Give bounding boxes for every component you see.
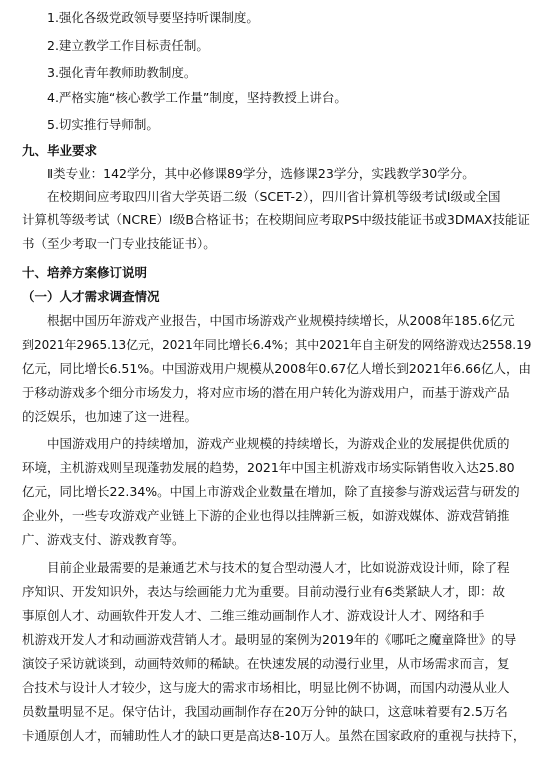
- paragraph-line: 目前企业最需要的是兼通艺术与技术的复合型动漫人才，比如说游戏设计师，除了程: [47, 560, 510, 575]
- list-item: 5.切实推行导师制。: [47, 117, 159, 132]
- list-item: 2.建立教学工作目标责任制。: [47, 38, 209, 53]
- paragraph-line: 的泛娱乐，也加速了这一进程。: [22, 409, 198, 424]
- list-item: 1.强化各级党政领导要坚持听课制度。: [47, 10, 259, 25]
- paragraph-line: 于移动游戏多个细分市场发力，将对应市场的潜在用户转化为游戏用户，而基于游戏产品: [22, 385, 510, 400]
- paragraph-line: 在校期间应考取四川省大学英语二级（SCET-2），四川省计算机等级考试Ⅰ级或全国: [47, 189, 501, 204]
- paragraph-line: 演饺子采访就谈到，动画特效师的稀缺。在快速发展的动漫行业里，从市场需求而言，复: [22, 656, 510, 671]
- paragraph-line: Ⅱ类专业：142学分，其中必修课89学分，选修课23学分，实践教学30学分。: [47, 166, 475, 181]
- subsection-heading: （一）人才需求调查情况: [22, 289, 160, 304]
- paragraph-line: 序知识、开发知识外，表达与绘画能力尤为重要。目前动漫行业有6类紧缺人才，即：故: [22, 584, 505, 599]
- paragraph-line: 书（至少考取一门专业技能证书）。: [22, 236, 216, 251]
- paragraph-line: 卡通原创人才，而辅助性人才的缺口更是高达8-10万人。虽然在国家政府的重视与扶持下，: [22, 728, 526, 743]
- section-heading: 九、毕业要求: [22, 143, 98, 158]
- paragraph-line: 计算机等级考试（NCRE）Ⅰ级B合格证书；在校期间应考取PS中级技能证书或3DMAX技能证: [22, 212, 530, 227]
- list-item: 4.严格实施“核心教学工作量”制度，坚持教授上讲台。: [47, 90, 347, 105]
- section-heading: 十、培养方案修订说明: [22, 265, 148, 280]
- paragraph-line: 到2021年2965.13亿元，2021年同比增长6.4%；其中2021年自主研发的网络游戏达2558.19: [22, 338, 532, 352]
- paragraph-line: 事原创人才、动画软件开发人才、二维三维动画制作人才、游戏设计人才、网络和手: [22, 608, 485, 623]
- paragraph-line: 企业外，一些专攻游戏产业链上下游的企业也得以挂牌新三板，如游戏媒体、游戏营销推: [22, 508, 510, 523]
- paragraph-line: 环境，主机游戏则呈现蓬勃发展的趋势，2021年中国主机游戏市场实际销售收入达25.80: [22, 460, 515, 475]
- paragraph-line: 合技术与设计人才较少，这与庞大的需求市场相比，明显比例不协调，而国内动漫从业人: [22, 680, 510, 695]
- paragraph-line: 广、游戏支付、游戏教育等。: [22, 532, 185, 547]
- paragraph-line: 亿元，同比增长22.34%。中国上市游戏企业数量在增加，除了直接参与游戏运营与研发的: [22, 484, 520, 499]
- paragraph-line: 根据中国历年游戏产业报告，中国市场游戏产业规模持续增长，从2008年185.6亿元: [47, 313, 515, 328]
- paragraph-line: 亿元，同比增长6.51%。中国游戏用户规模从2008年0.67亿人增长到2021年6.66亿人，由: [22, 361, 531, 376]
- paragraph-line: 机游戏开发人才和动画游戏营销人才。最明显的案例为2019年的《哪吒之魔童降世》的导: [22, 632, 517, 647]
- list-item: 3.强化青年教师助教制度。: [47, 65, 197, 80]
- paragraph-line: 员数量明显不足。保守估计，我国动画制作存在20万分钟的缺口，这意味着要有2.5万名: [22, 704, 508, 719]
- paragraph-line: 中国游戏用户的持续增加，游戏产业规模的持续增长，为游戏企业的发展提供优质的: [47, 436, 510, 451]
